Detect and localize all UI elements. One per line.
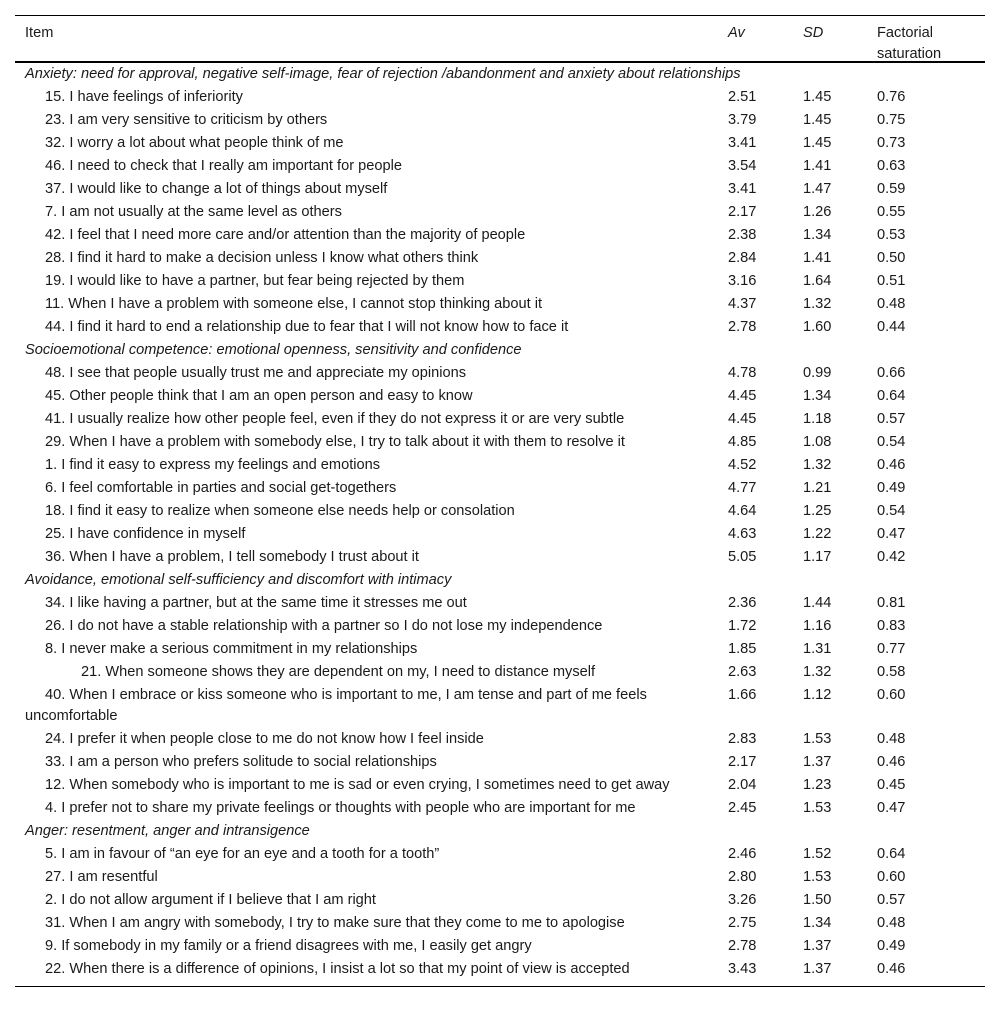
av-cell: 3.26 (728, 892, 757, 908)
table-row (15, 431, 985, 454)
sd-cell: 1.53 (803, 731, 832, 747)
factorial-saturation-cell: 0.75 (877, 112, 906, 128)
sd-cell: 1.12 (803, 687, 832, 703)
table-row (15, 615, 985, 638)
item-cell: 37. I would like to change a lot of things about myself (45, 181, 388, 197)
factorial-saturation-cell: 0.45 (877, 777, 906, 793)
factorial-saturation-cell: 0.50 (877, 250, 906, 266)
factorial-saturation-cell: 0.76 (877, 89, 906, 105)
av-cell: 2.45 (728, 800, 757, 816)
table-row (15, 843, 985, 866)
item-cell: 4. I prefer not to share my private feelings or thoughts with people who are important for me (45, 800, 636, 816)
factorial-saturation-cell: 0.73 (877, 135, 906, 151)
table-row (15, 86, 985, 109)
header-sd: SD (803, 25, 824, 41)
factorial-saturation-cell: 0.47 (877, 800, 906, 816)
av-cell: 2.17 (728, 204, 757, 220)
item-cell: 27. I am resentful (45, 869, 158, 885)
table-row (15, 500, 985, 523)
table-row (15, 385, 985, 408)
factorial-saturation-cell: 0.57 (877, 411, 906, 427)
sd-cell: 1.25 (803, 503, 832, 519)
factorial-saturation-cell: 0.48 (877, 915, 906, 931)
item-cell: 32. I worry a lot about what people think of me (45, 135, 344, 151)
table-row (15, 889, 985, 912)
item-cell: 33. I am a person who prefers solitude to social relationships (45, 754, 437, 770)
table-row (15, 109, 985, 132)
sd-cell: 1.32 (803, 296, 832, 312)
factorial-saturation-cell: 0.46 (877, 754, 906, 770)
sd-cell: 1.37 (803, 938, 832, 954)
factorial-saturation-cell: 0.53 (877, 227, 906, 243)
item-cell: 12. When somebody who is important to me is sad or even crying, I sometimes need to get away (45, 777, 670, 793)
av-cell: 1.66 (728, 687, 757, 703)
table-row (15, 866, 985, 889)
factorial-saturation-cell: 0.60 (877, 869, 906, 885)
av-cell: 1.72 (728, 618, 757, 634)
av-cell: 3.54 (728, 158, 757, 174)
table-row (15, 362, 985, 385)
item-cell: 15. I have feelings of inferiority (45, 89, 243, 105)
sd-cell: 1.37 (803, 754, 832, 770)
table-row (15, 155, 985, 178)
av-cell: 2.84 (728, 250, 757, 266)
sd-cell: 1.17 (803, 549, 832, 565)
factorial-saturation-cell: 0.49 (877, 938, 906, 954)
table-row (15, 728, 985, 751)
sd-cell: 1.44 (803, 595, 832, 611)
av-cell: 4.85 (728, 434, 757, 450)
av-cell: 4.37 (728, 296, 757, 312)
av-cell: 2.83 (728, 731, 757, 747)
sd-cell: 1.47 (803, 181, 832, 197)
item-cell: 18. I find it easy to realize when someone else needs help or consolation (45, 503, 515, 519)
table-bottom-rule (15, 986, 985, 987)
table-row (15, 958, 985, 981)
table-row (15, 661, 985, 684)
av-cell: 2.51 (728, 89, 757, 105)
item-cell: 42. I feel that I need more care and/or attention than the majority of people (45, 227, 526, 243)
table-row (15, 912, 985, 935)
item-cell: 34. I like having a partner, but at the same time it stresses me out (45, 595, 467, 611)
factorial-saturation-cell: 0.64 (877, 846, 906, 862)
sd-cell: 1.50 (803, 892, 832, 908)
table-row (15, 201, 985, 224)
factorial-saturation-cell: 0.66 (877, 365, 906, 381)
av-cell: 2.63 (728, 664, 757, 680)
item-cell: 19. I would like to have a partner, but fear being rejected by them (45, 273, 465, 289)
sd-cell: 1.32 (803, 457, 832, 473)
sd-cell: 1.22 (803, 526, 832, 542)
sd-cell: 1.32 (803, 664, 832, 680)
sd-cell: 1.41 (803, 158, 832, 174)
item-cell: 22. When there is a difference of opinions, I insist a lot so that my point of view is accepted (45, 961, 630, 977)
factorial-saturation-cell: 0.58 (877, 664, 906, 680)
item-cell: 24. I prefer it when people close to me do not know how I feel inside (45, 731, 484, 747)
factorial-saturation-cell: 0.49 (877, 480, 906, 496)
table-row (15, 774, 985, 797)
factorial-saturation-cell: 0.83 (877, 618, 906, 634)
item-cell: 21. When someone shows they are dependent on my, I need to distance myself (81, 664, 596, 680)
item-cell: 48. I see that people usually trust me and appreciate my opinions (45, 365, 467, 381)
factorial-saturation-cell: 0.54 (877, 434, 906, 450)
table-row (15, 546, 985, 569)
av-cell: 2.36 (728, 595, 757, 611)
table-row (15, 751, 985, 774)
av-cell: 3.79 (728, 112, 757, 128)
item-cell: 45. Other people think that I am an open person and easy to know (45, 388, 473, 404)
sd-cell: 1.26 (803, 204, 832, 220)
table-row (15, 454, 985, 477)
factorial-saturation-cell: 0.48 (877, 731, 906, 747)
sd-cell: 1.45 (803, 112, 832, 128)
av-cell: 1.85 (728, 641, 757, 657)
table-row (15, 270, 985, 293)
item-cell: 26. I do not have a stable relationship with a partner so I do not lose my independence (45, 618, 603, 634)
item-cell: 6. I feel comfortable in parties and social get-togethers (45, 480, 397, 496)
table-row (15, 178, 985, 201)
sd-cell: 1.52 (803, 846, 832, 862)
av-cell: 4.63 (728, 526, 757, 542)
sd-cell: 1.60 (803, 319, 832, 335)
item-cell: 7. I am not usually at the same level as others (45, 204, 342, 220)
av-cell: 2.17 (728, 754, 757, 770)
sd-cell: 1.21 (803, 480, 832, 496)
table-row (15, 408, 985, 431)
table-row (15, 247, 985, 270)
header-item: Item (25, 25, 54, 41)
item-cell: 31. When I am angry with somebody, I try to make sure that they come to me to apologise (45, 915, 625, 931)
av-cell: 2.78 (728, 319, 757, 335)
sd-cell: 1.41 (803, 250, 832, 266)
factorial-saturation-cell: 0.46 (877, 961, 906, 977)
sd-cell: 1.34 (803, 227, 832, 243)
factorial-saturation-cell: 0.77 (877, 641, 906, 657)
av-cell: 3.16 (728, 273, 757, 289)
table-row (15, 592, 985, 615)
factorial-saturation-cell: 0.54 (877, 503, 906, 519)
factorial-saturation-cell: 0.81 (877, 595, 906, 611)
factorial-saturation-cell: 0.48 (877, 296, 906, 312)
table-row (15, 132, 985, 155)
item-cell: 2. I do not allow argument if I believe that I am right (45, 892, 376, 908)
factorial-saturation-cell: 0.46 (877, 457, 906, 473)
section-heading: Socioemotional competence: emotional openness, sensitivity and confidence (25, 342, 522, 358)
av-cell: 4.77 (728, 480, 757, 496)
factorial-saturation-cell: 0.57 (877, 892, 906, 908)
sd-cell: 1.18 (803, 411, 832, 427)
item-cell: 46. I need to check that I really am important for people (45, 158, 402, 174)
item-cell: 41. I usually realize how other people feel, even if they do not express it or are very subtle (45, 411, 625, 427)
factorial-saturation-cell: 0.55 (877, 204, 906, 220)
header-av: Av (728, 25, 745, 41)
av-cell: 3.43 (728, 961, 757, 977)
factorial-saturation-cell: 0.47 (877, 526, 906, 542)
item-cell: 11. When I have a problem with someone else, I cannot stop thinking about it (45, 296, 543, 312)
sd-cell: 1.37 (803, 961, 832, 977)
av-cell: 2.04 (728, 777, 757, 793)
factorial-saturation-cell: 0.51 (877, 273, 906, 289)
item-cell: 29. When I have a problem with somebody else, I try to talk about it with them to resolve it (45, 434, 625, 450)
section-heading: Anger: resentment, anger and intransigence (25, 823, 310, 839)
sd-cell: 1.23 (803, 777, 832, 793)
factorial-saturation-cell: 0.60 (877, 687, 906, 703)
sd-cell: 1.45 (803, 89, 832, 105)
table-header (15, 16, 985, 63)
table-row (15, 638, 985, 661)
av-cell: 4.52 (728, 457, 757, 473)
factorial-saturation-cell: 0.44 (877, 319, 906, 335)
factor-table (15, 15, 985, 987)
item-cell: 25. I have confidence in myself (45, 526, 246, 542)
item-cell: 5. I am in favour of “an eye for an eye and a tooth for a tooth” (45, 846, 440, 862)
sd-cell: 1.45 (803, 135, 832, 151)
av-cell: 2.80 (728, 869, 757, 885)
table-row (15, 477, 985, 500)
item-cell: 23. I am very sensitive to criticism by others (45, 112, 328, 128)
item-cell: 36. When I have a problem, I tell somebody I trust about it (45, 549, 419, 565)
table-row (15, 316, 985, 339)
sd-cell: 1.64 (803, 273, 832, 289)
sd-cell: 1.34 (803, 388, 832, 404)
factorial-saturation-cell: 0.63 (877, 158, 906, 174)
section-heading: Anxiety: need for approval, negative self-image, fear of rejection /abandonment and anxiety about relationships (25, 66, 741, 82)
sd-cell: 0.99 (803, 365, 832, 381)
av-cell: 4.45 (728, 411, 757, 427)
item-cell: 40. When I embrace or kiss someone who is important to me, I am tense and part of me feels uncomfortable (25, 687, 647, 724)
table-row (15, 293, 985, 316)
item-cell: 8. I never make a serious commitment in my relationships (45, 641, 418, 657)
av-cell: 4.64 (728, 503, 757, 519)
factorial-saturation-cell: 0.42 (877, 549, 906, 565)
item-cell: 9. If somebody in my family or a friend disagrees with me, I easily get angry (45, 938, 532, 954)
av-cell: 4.78 (728, 365, 757, 381)
item-cell: 28. I find it hard to make a decision unless I know what others think (45, 250, 479, 266)
sd-cell: 1.16 (803, 618, 832, 634)
table-body (15, 63, 985, 981)
av-cell: 5.05 (728, 549, 757, 565)
sd-cell: 1.34 (803, 915, 832, 931)
item-cell: 44. I find it hard to end a relationship due to fear that I will not know how to face it (45, 319, 569, 335)
table-row (15, 797, 985, 820)
item-cell: 1. I find it easy to express my feelings and emotions (45, 457, 381, 473)
table-row (15, 684, 985, 728)
sd-cell: 1.53 (803, 800, 832, 816)
av-cell: 2.38 (728, 227, 757, 243)
sd-cell: 1.08 (803, 434, 832, 450)
table-row (15, 935, 985, 958)
section-heading: Avoidance, emotional self-sufficiency and discomfort with intimacy (25, 572, 452, 588)
table-row (15, 523, 985, 546)
av-cell: 2.75 (728, 915, 757, 931)
header-factorial-saturation: Factorial saturation (877, 25, 942, 62)
av-cell: 3.41 (728, 181, 757, 197)
av-cell: 3.41 (728, 135, 757, 151)
sd-cell: 1.53 (803, 869, 832, 885)
av-cell: 4.45 (728, 388, 757, 404)
table-row (15, 224, 985, 247)
av-cell: 2.78 (728, 938, 757, 954)
factorial-saturation-cell: 0.64 (877, 388, 906, 404)
factorial-saturation-cell: 0.59 (877, 181, 906, 197)
sd-cell: 1.31 (803, 641, 832, 657)
av-cell: 2.46 (728, 846, 757, 862)
